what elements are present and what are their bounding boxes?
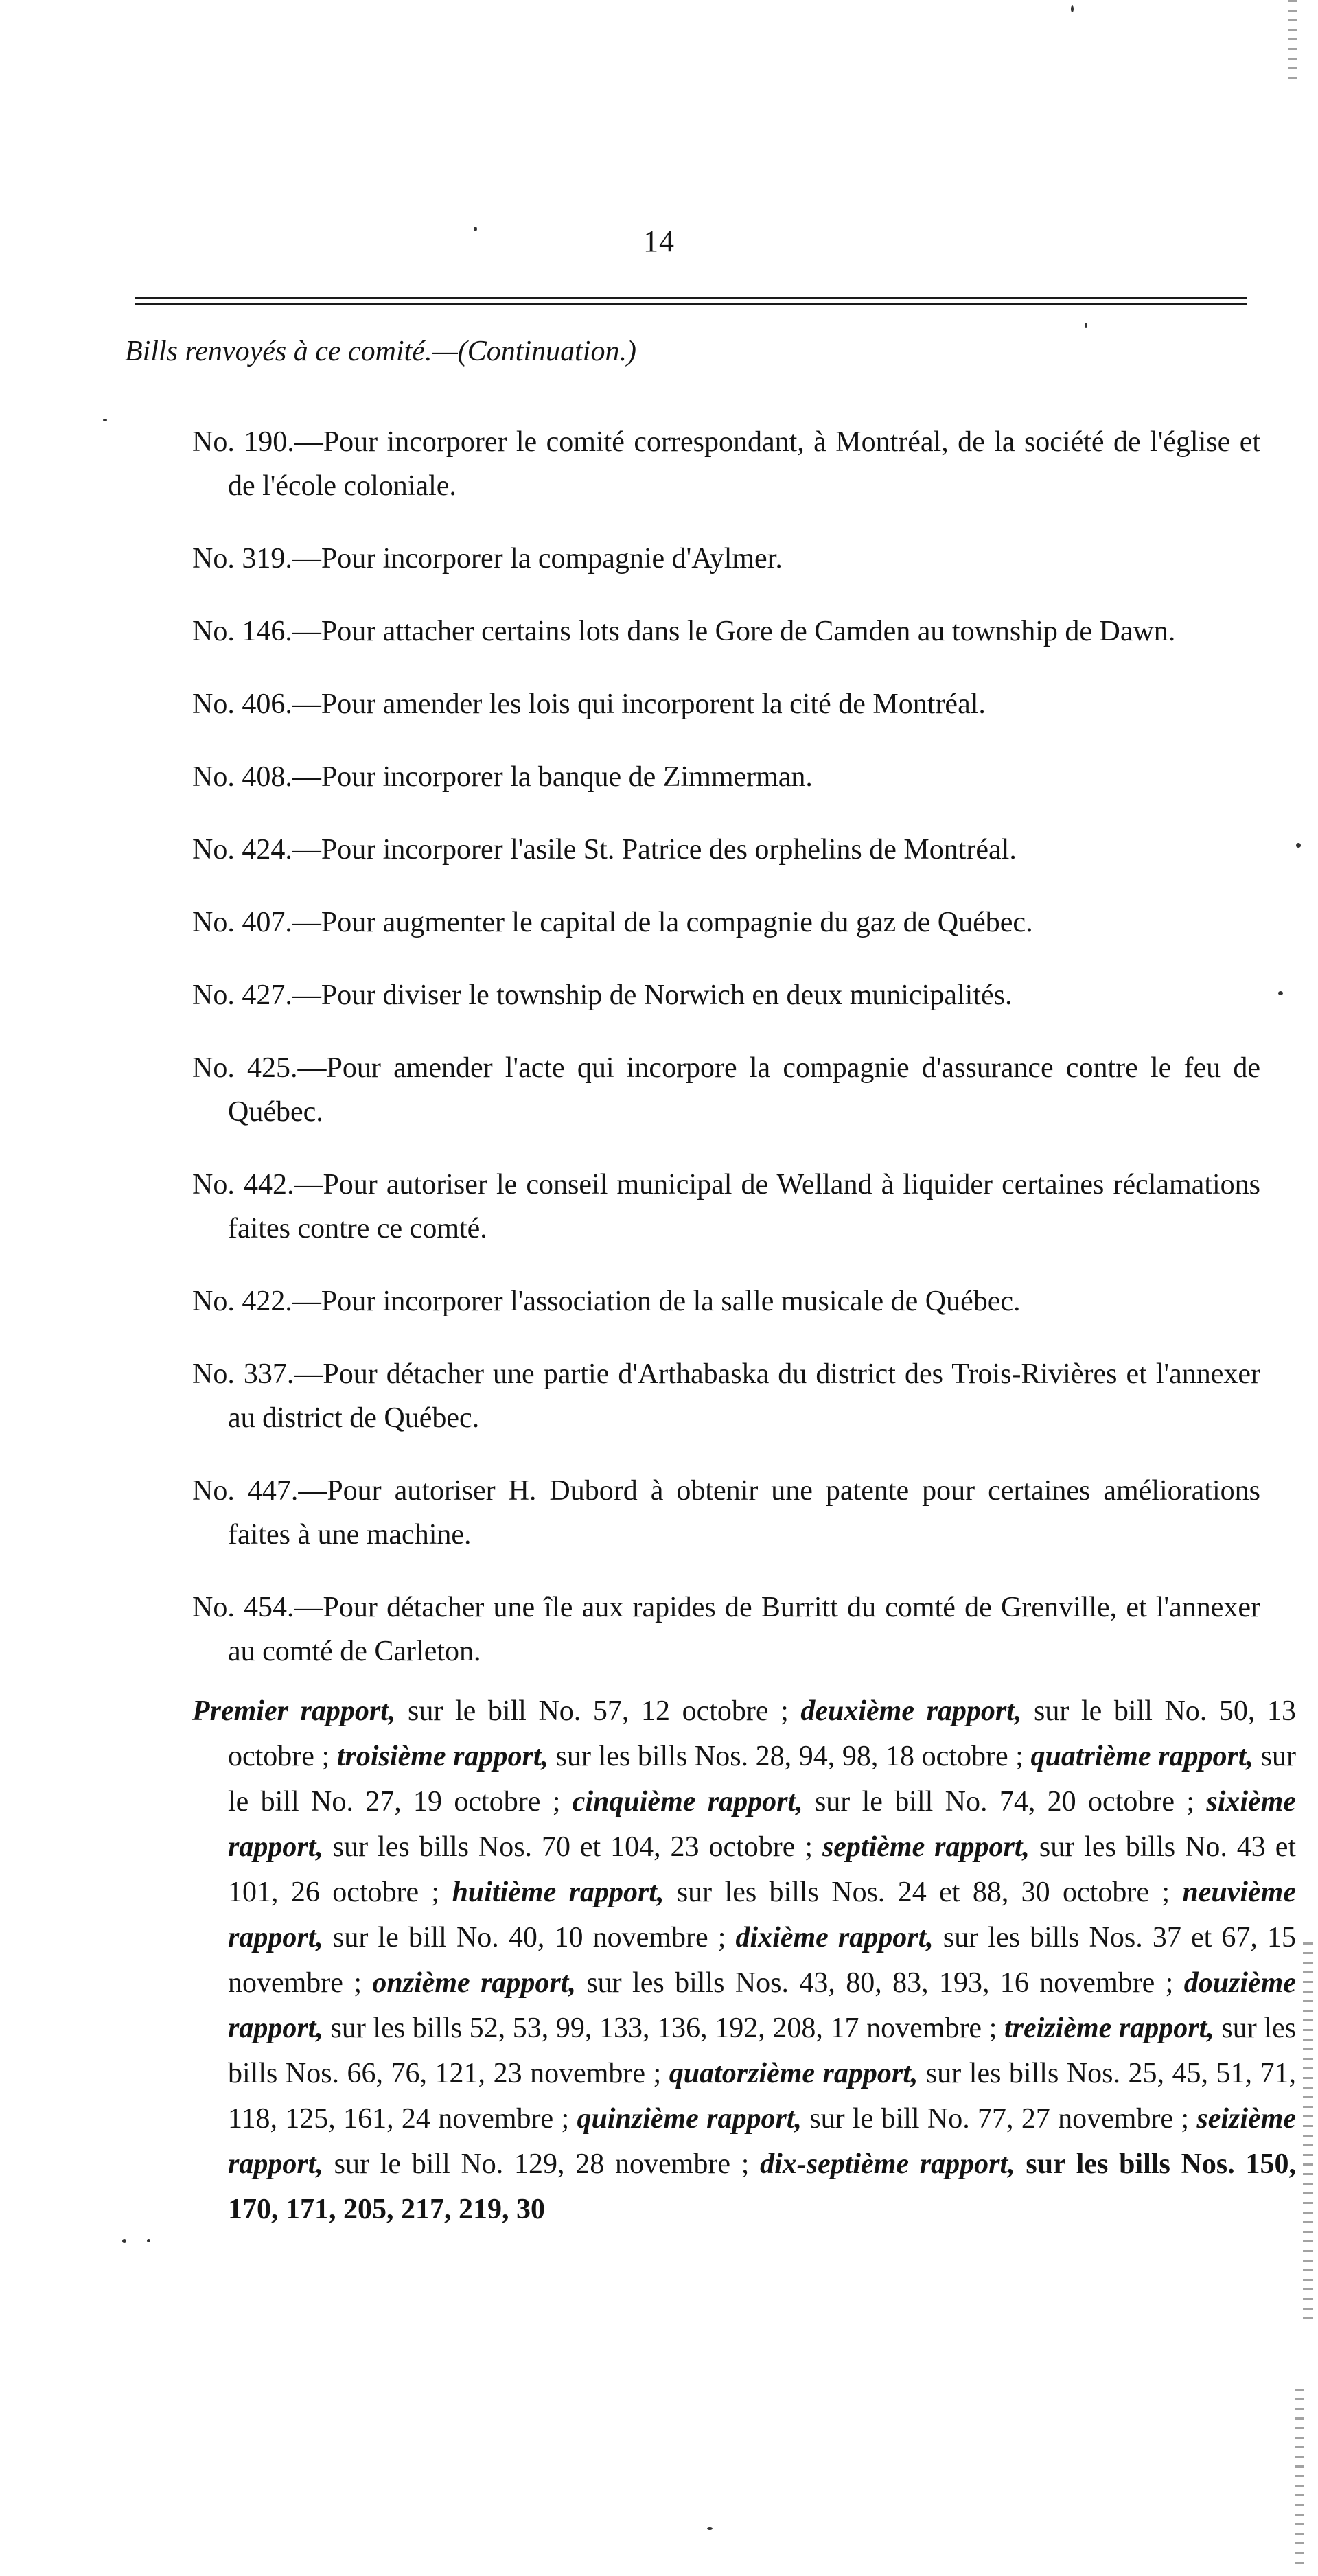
scan-speck — [1071, 5, 1074, 12]
bill-entry: No. 190.—Pour incorporer le comité correspondant, à Montréal, de la société de l'église et de l'école coloniale. — [192, 426, 1260, 502]
bill-entry: No. 427.—Pour diviser le township de Norwich en deux municipalités. — [192, 979, 1013, 1011]
report-detail: sur le bill No. 40, 10 novembre ; — [323, 1922, 736, 1953]
header-rule — [135, 297, 1247, 299]
report-label: huitième rapport, — [452, 1877, 664, 1908]
scan-speck — [103, 419, 107, 421]
report-label: Premier rapport, — [192, 1695, 396, 1727]
bill-entry: No. 454.—Pour détacher une île aux rapides de Burritt du comté de Grenville, et l'annexer au comté de Carleton. — [192, 1592, 1260, 1667]
bill-entry: No. 146.—Pour attacher certains lots dans le Gore de Camden au township de Dawn. — [192, 616, 1176, 647]
report-detail: sur le bill No. 74, 20 octobre ; — [802, 1786, 1207, 1818]
report-detail: sur les bills Nos. 24 et 88, 30 octobre ; — [664, 1877, 1183, 1908]
section-heading: Bills renvoyés à ce comité.—(Continuation.) — [125, 336, 636, 367]
bill-entry: No. 408.—Pour incorporer la banque de Zimmerman. — [192, 761, 813, 793]
reports-paragraph — [192, 1689, 1296, 2232]
report-detail: sur le bill No. 129, 28 novembre ; — [323, 2148, 761, 2180]
bill-entry: No. 422.—Pour incorporer l'association de la salle musicale de Québec. — [192, 1286, 1021, 1317]
report-label: treizième rapport, — [1004, 2012, 1214, 2044]
report-label: douzième rapport, — [228, 1967, 1297, 2044]
report-detail: sur le bill No. 57, 12 octobre ; — [395, 1695, 801, 1727]
report-label: deuxième rapport, — [800, 1695, 1022, 1727]
report-detail: sur les bills Nos. 28, 94, 98, 18 octobre ; — [548, 1741, 1031, 1772]
bill-entry: No. 447.—Pour autoriser H. Dubord à obtenir une patente pour certaines améliorations faites à une machine. — [192, 1475, 1260, 1551]
report-detail: sur le bill No. 50, 13 octobre ; — [228, 1695, 1297, 1772]
bill-entry: No. 407.—Pour augmenter le capital de la compagnie du gaz de Québec. — [192, 907, 1033, 938]
bill-entry: No. 424.—Pour incorporer l'asile St. Patrice des orphelins de Montréal. — [192, 834, 1017, 866]
report-detail: sur les bills Nos. 25, 45, 51, 71, 118, 125, 161, 24 novembre ; — [228, 2058, 1297, 2135]
scan-speck — [707, 2527, 713, 2530]
bill-entry: No. 337.—Pour détacher une partie d'Arthabaska du district des Trois-Rivières et l'annexer au district de Québec. — [192, 1358, 1260, 1434]
scan-speck — [474, 227, 477, 231]
report-detail: sur le bill No. 77, 27 novembre ; — [801, 2103, 1197, 2135]
report-label: quatrième rapport, — [1030, 1741, 1254, 1772]
report-detail: sur le bill No. 27, 19 octobre ; — [228, 1741, 1296, 1818]
report-detail: sur les bills Nos. 43, 80, 83, 193, 16 novembre ; — [575, 1967, 1184, 1999]
page-number: 14 — [643, 224, 675, 258]
scan-speck — [1296, 843, 1301, 848]
report-detail: sur les bills Nos. 70 et 104, 23 octobre ; — [323, 1831, 822, 1863]
report-label: quinzième rapport, — [577, 2103, 802, 2135]
scan-speck — [1278, 991, 1283, 995]
bill-list — [192, 391, 1260, 1699]
scan-edge-noise — [1303, 1942, 1313, 2327]
scan-speck — [147, 2239, 150, 2242]
report-label: neuvième rapport, — [228, 1877, 1296, 1953]
scan-edge-noise — [1288, 0, 1297, 82]
bill-entry: No. 442.—Pour autoriser le conseil municipal de Welland à liquider certaines réclamations faites contre ce comté. — [192, 1169, 1260, 1244]
report-label: dix-septième rapport, — [760, 2148, 1015, 2180]
scan-speck — [122, 2239, 126, 2243]
report-label: quatorzième rapport, — [669, 2058, 918, 2089]
bill-entry: No. 425.—Pour amender l'acte qui incorpore la compagnie d'assurance contre le feu de Québec. — [192, 1052, 1260, 1128]
report-detail: sur les bills Nos. 150, 170, 171, 205, 217, 219, 30 — [228, 2148, 1296, 2225]
bill-entry: No. 319.—Pour incorporer la compagnie d'Aylmer. — [192, 543, 783, 575]
scan-speck — [1085, 323, 1087, 328]
report-detail: sur les bills No. 43 et 101, 26 octobre ; — [228, 1831, 1297, 1908]
report-detail: sur les bills Nos. 66, 76, 121, 23 novembre ; — [228, 2012, 1296, 2089]
report-detail: sur les bills Nos. 37 et 67, 15 novembre ; — [228, 1922, 1296, 1999]
header-rule-thin — [135, 303, 1247, 305]
report-detail: sur les bills 52, 53, 99, 133, 136, 192, 208, 17 novembre ; — [323, 2012, 1004, 2044]
bill-entry: No. 406.—Pour amender les lois qui incorporent la cité de Montréal. — [192, 688, 986, 720]
report-label: sixième rapport, — [228, 1786, 1296, 1863]
report-label: dixième rapport, — [735, 1922, 934, 1953]
report-label: onzième rapport, — [372, 1967, 576, 1999]
scan-edge-noise — [1295, 2389, 1304, 2567]
report-label: troisième rapport, — [336, 1741, 549, 1772]
report-label: seizième rapport, — [228, 2103, 1296, 2180]
report-label: cinquième rapport, — [572, 1786, 803, 1818]
report-label: septième rapport, — [822, 1831, 1030, 1863]
